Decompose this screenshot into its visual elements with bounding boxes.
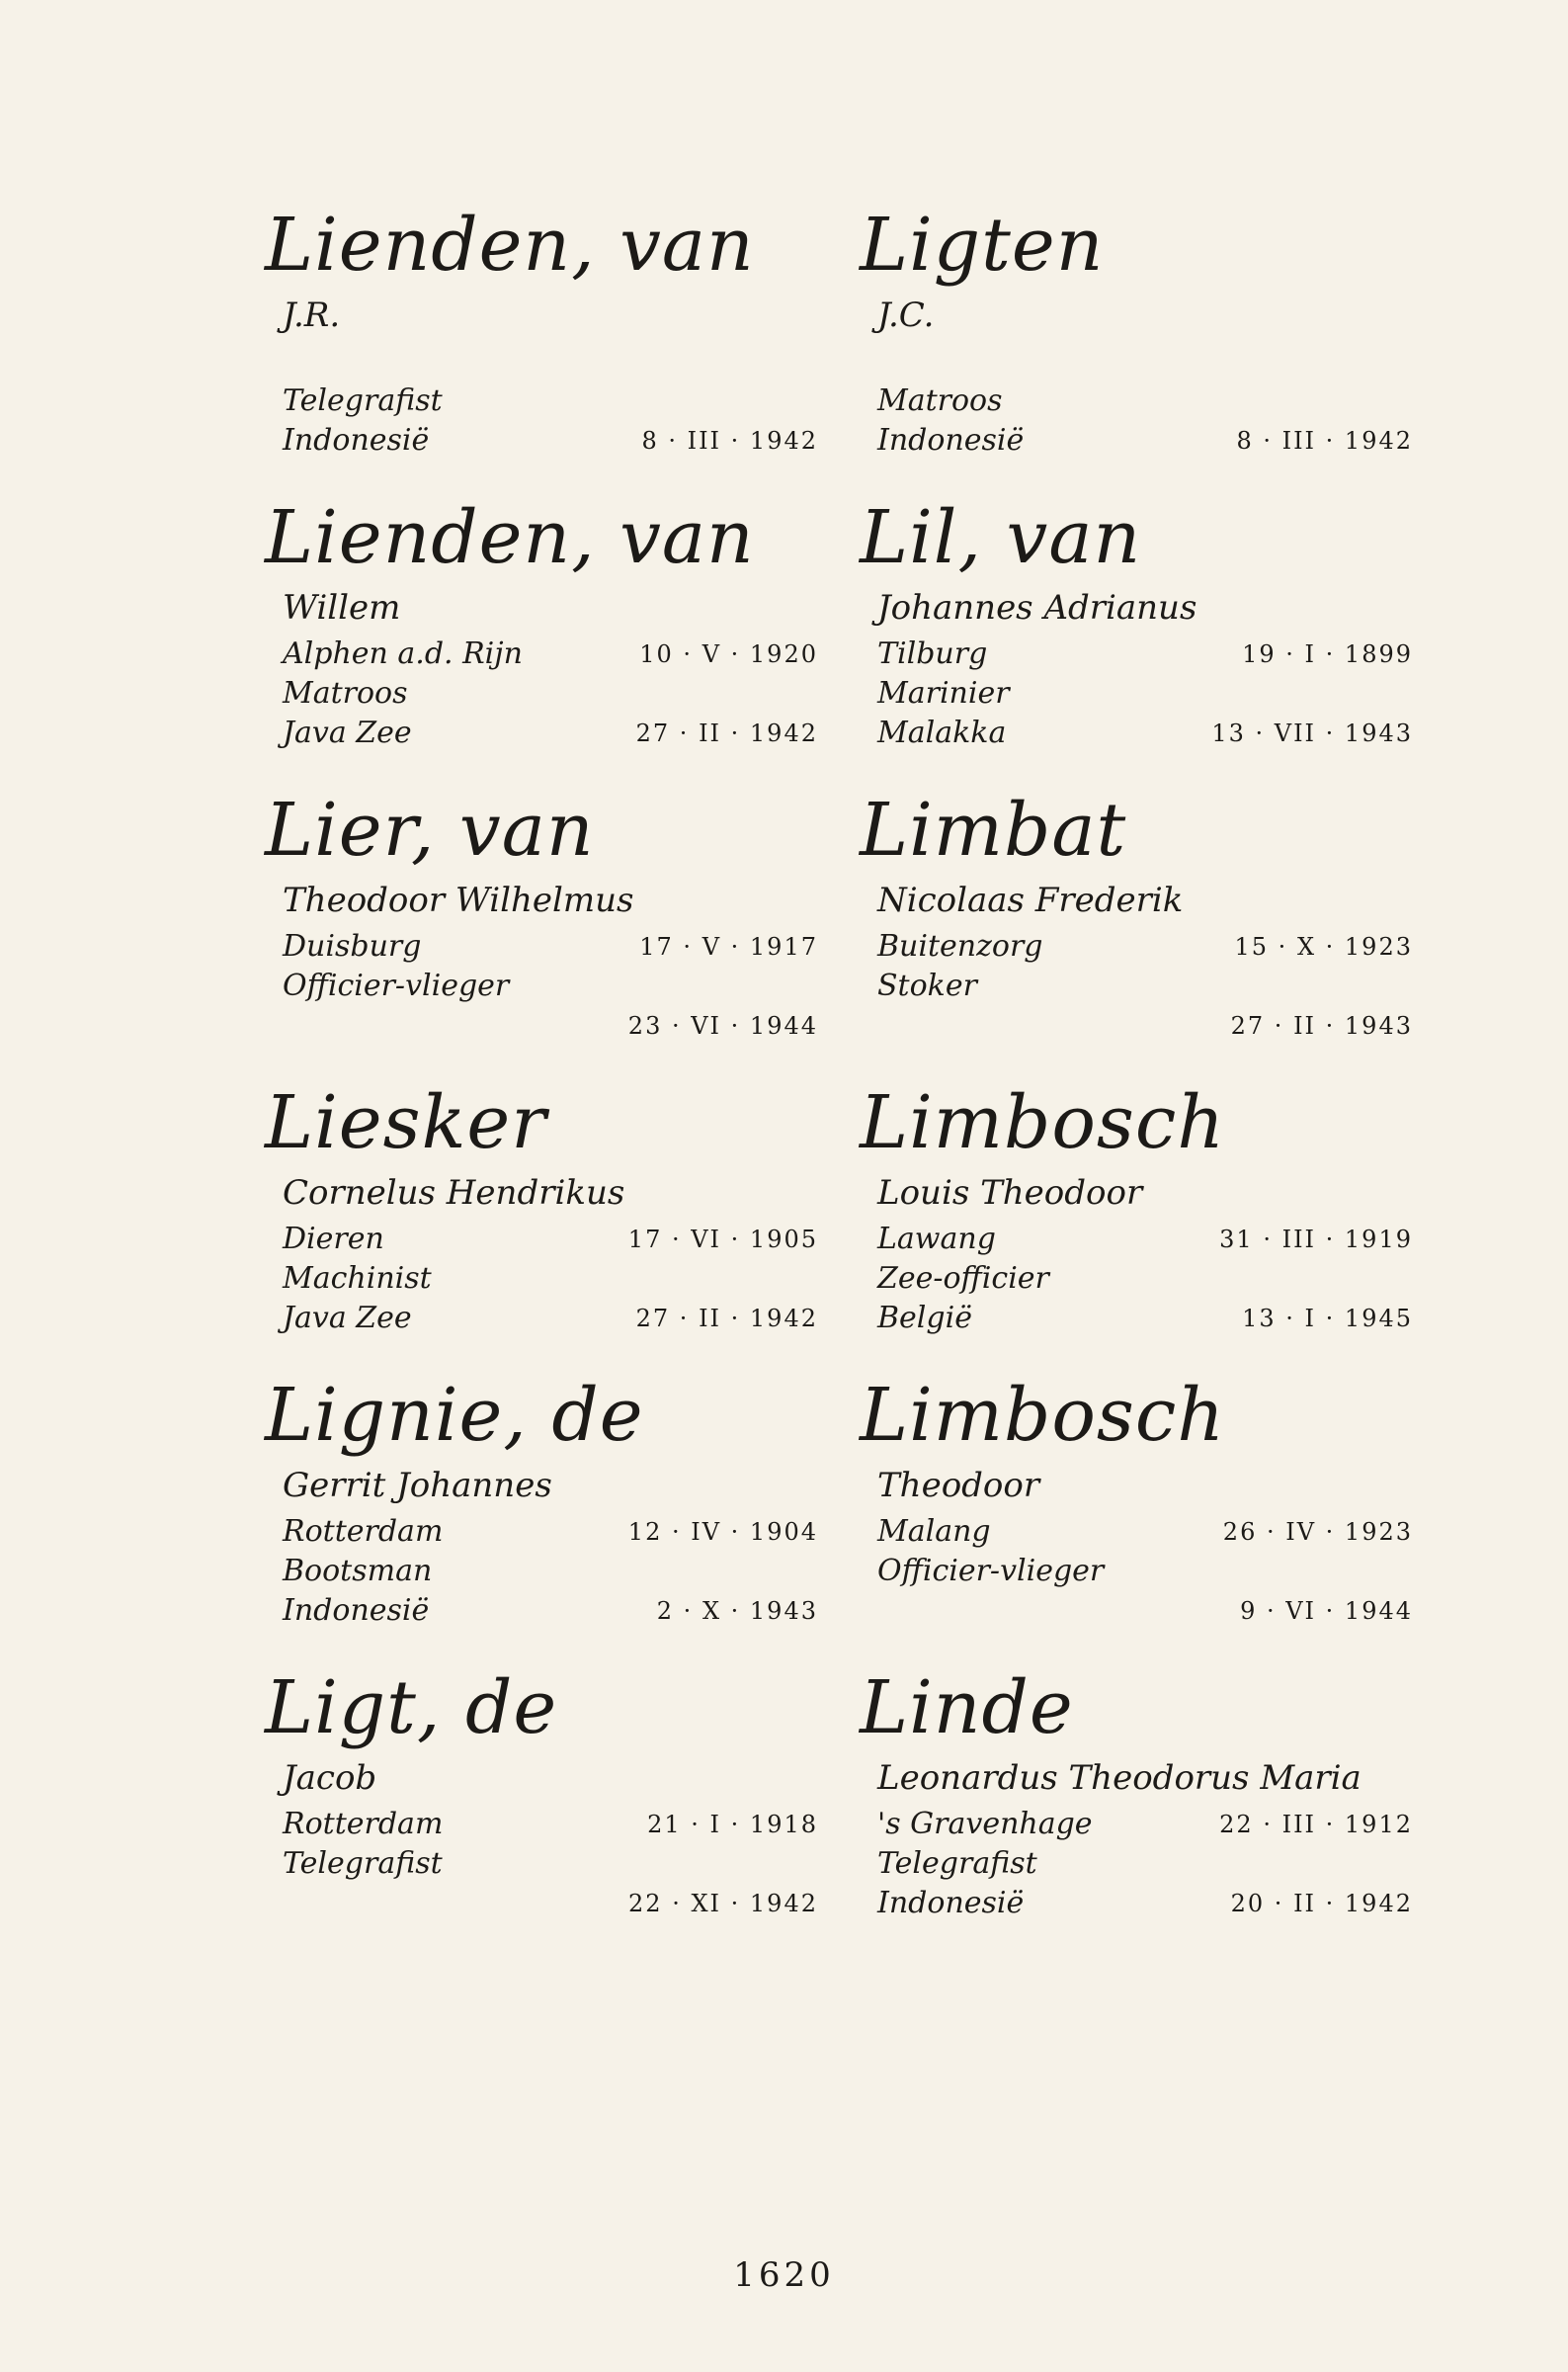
- given-names: Gerrit Johannes: [283, 1466, 552, 1505]
- entry-row: [265, 342, 818, 381]
- row-label: Dieren: [283, 1222, 384, 1256]
- entry-row: [265, 967, 818, 1006]
- memorial-entry: [265, 1660, 818, 1953]
- memorial-entry: [860, 1660, 1413, 1953]
- entry-row: [265, 1591, 818, 1631]
- entry-row: [265, 1552, 818, 1591]
- row-label: Java Zee: [283, 1301, 412, 1335]
- entry-row: [860, 1512, 1413, 1552]
- row-label: Malakka: [877, 716, 1007, 750]
- entry-row: [860, 381, 1413, 421]
- entry-row: [860, 927, 1413, 967]
- entry-row: [265, 1884, 818, 1923]
- surname: Linde: [860, 1665, 1074, 1750]
- entry-row: [860, 1259, 1413, 1299]
- surname: Ligt, de: [265, 1665, 558, 1750]
- row-label: Duisburg: [283, 929, 422, 964]
- entry-row: [265, 927, 818, 967]
- row-date: 27 · II · 1942: [635, 720, 818, 747]
- right-column: [860, 198, 1413, 1953]
- entry-row: [265, 1805, 818, 1844]
- memorial-entry: [860, 490, 1413, 783]
- entry-row: [265, 1006, 818, 1046]
- memorial-entry: [860, 1075, 1413, 1368]
- row-date: 8 · III · 1942: [641, 427, 818, 455]
- given-names: Willem: [283, 588, 401, 628]
- row-date: 17 · VI · 1905: [627, 1226, 818, 1253]
- entry-row: [860, 1006, 1413, 1046]
- row-label: Stoker: [877, 969, 977, 1003]
- surname: Lier, van: [265, 788, 595, 873]
- row-label: Bootsman: [283, 1554, 433, 1588]
- row-date: 26 · IV · 1923: [1222, 1518, 1413, 1546]
- surname: Liesker: [265, 1080, 547, 1165]
- entry-row: [265, 1299, 818, 1338]
- row-label: Lawang: [877, 1222, 996, 1256]
- row-date: 23 · VI · 1944: [627, 1012, 818, 1040]
- entry-row: [860, 1220, 1413, 1259]
- entry-row: [860, 1591, 1413, 1631]
- memorial-entry: [860, 783, 1413, 1075]
- memorial-entry: [265, 198, 818, 490]
- left-column: [265, 198, 818, 1953]
- memorial-entry: [265, 1075, 818, 1368]
- row-date: 19 · I · 1899: [1242, 640, 1413, 668]
- entry-row: [265, 421, 818, 461]
- row-date: 8 · III · 1942: [1236, 427, 1413, 455]
- row-label: Machinist: [283, 1261, 432, 1296]
- given-names: Nicolaas Frederik: [877, 881, 1184, 920]
- entry-row: [265, 714, 818, 753]
- surname: Lignie, de: [265, 1373, 644, 1458]
- given-names: Cornelus Hendrikus: [283, 1173, 625, 1213]
- row-label: Indonesië: [877, 1886, 1025, 1920]
- row-date: 22 · III · 1912: [1219, 1811, 1413, 1838]
- surname: Lienden, van: [265, 203, 755, 288]
- row-date: 22 · XI · 1942: [628, 1890, 818, 1917]
- given-names: Louis Theodoor: [877, 1173, 1143, 1213]
- surname: Lienden, van: [265, 495, 755, 580]
- row-date: 13 · VII · 1943: [1211, 720, 1413, 747]
- entry-row: [860, 1299, 1413, 1338]
- row-date: 17 · V · 1917: [639, 933, 818, 961]
- entry-row: [860, 1805, 1413, 1844]
- surname: Limbosch: [860, 1080, 1225, 1165]
- entry-row: [265, 1512, 818, 1552]
- given-names: Johannes Adrianus: [877, 588, 1197, 628]
- row-date: 2 · X · 1943: [656, 1597, 818, 1625]
- surname: Limbosch: [860, 1373, 1225, 1458]
- entry-row: [265, 1220, 818, 1259]
- row-label: Buitenzorg: [877, 929, 1043, 964]
- row-label: België: [877, 1301, 972, 1335]
- entry-row: [860, 1552, 1413, 1591]
- memorial-entry: [860, 1368, 1413, 1660]
- row-label: Rotterdam: [283, 1807, 444, 1841]
- row-label: Telegrafist: [283, 383, 443, 418]
- given-names: Theodoor Wilhelmus: [283, 881, 634, 920]
- row-label: Telegrafist: [283, 1846, 443, 1881]
- entry-row: [860, 421, 1413, 461]
- row-label: Marinier: [877, 676, 1010, 711]
- row-label: Matroos: [877, 383, 1003, 418]
- memorial-entry: [860, 198, 1413, 490]
- entry-row: [860, 1884, 1413, 1923]
- row-label: Officier-vlieger: [877, 1554, 1105, 1588]
- entry-row: [860, 635, 1413, 674]
- entry-row: [265, 1844, 818, 1884]
- given-names: Jacob: [283, 1758, 377, 1798]
- entry-row: [265, 674, 818, 714]
- row-date: 31 · III · 1919: [1219, 1226, 1413, 1253]
- row-label: Alphen a.d. Rijn: [283, 636, 523, 671]
- row-label: Tilburg: [877, 636, 988, 671]
- row-date: 9 · VI · 1944: [1240, 1597, 1413, 1625]
- entry-row: [265, 1259, 818, 1299]
- row-label: Zee-officier: [877, 1261, 1049, 1296]
- row-date: 10 · V · 1920: [639, 640, 818, 668]
- row-date: 21 · I · 1918: [647, 1811, 818, 1838]
- row-label: Officier-vlieger: [283, 969, 510, 1003]
- row-date: 15 · X · 1923: [1234, 933, 1413, 961]
- row-label: Java Zee: [283, 716, 412, 750]
- row-label: Matroos: [283, 676, 408, 711]
- entry-row: [860, 1844, 1413, 1884]
- entry-row: [860, 714, 1413, 753]
- row-label: Indonesië: [877, 423, 1025, 458]
- given-names: Leonardus Theodorus Maria: [877, 1758, 1362, 1798]
- row-date: 27 · II · 1942: [635, 1305, 818, 1332]
- row-date: 20 · II · 1942: [1230, 1890, 1413, 1917]
- surname: Limbat: [860, 788, 1127, 873]
- entry-row: [265, 635, 818, 674]
- entry-row: [265, 381, 818, 421]
- entry-row: [860, 342, 1413, 381]
- row-label: Telegrafist: [877, 1846, 1037, 1881]
- memorial-entry: [265, 1368, 818, 1660]
- row-label: Malang: [877, 1514, 991, 1549]
- given-names: J.R.: [283, 296, 341, 335]
- page-number: 1620: [733, 2255, 835, 2295]
- surname: Lil, van: [860, 495, 1142, 580]
- row-label: Rotterdam: [283, 1514, 444, 1549]
- row-date: 12 · IV · 1904: [627, 1518, 818, 1546]
- entry-row: [860, 967, 1413, 1006]
- given-names: Theodoor: [877, 1466, 1040, 1505]
- memorial-entry: [265, 783, 818, 1075]
- surname: Ligten: [860, 203, 1105, 288]
- memorial-entry: [265, 490, 818, 783]
- row-date: 27 · II · 1943: [1230, 1012, 1413, 1040]
- row-label: 's Gravenhage: [877, 1807, 1093, 1841]
- entry-row: [860, 674, 1413, 714]
- row-label: Indonesië: [283, 1593, 430, 1628]
- row-date: 13 · I · 1945: [1242, 1305, 1413, 1332]
- row-label: Indonesië: [283, 423, 430, 458]
- given-names: J.C.: [877, 296, 935, 335]
